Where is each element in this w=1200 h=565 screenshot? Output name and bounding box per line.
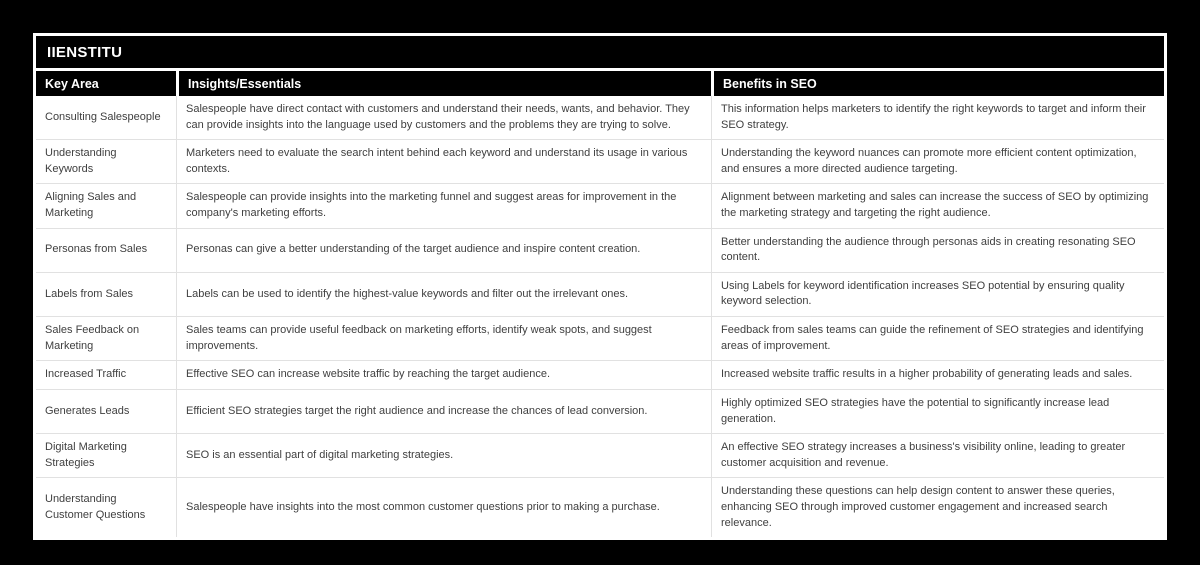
brand-header	[36, 36, 1164, 68]
cell-benefits	[711, 273, 1164, 316]
cell-insights-text: Effective SEO can increase website traffic by reaching the target audience.	[186, 368, 551, 381]
cell-benefits	[711, 478, 1164, 537]
cell-key-area	[36, 317, 176, 360]
cell-insights-text: SEO is an essential part of digital marketing strategies.	[186, 448, 454, 461]
cell-insights	[176, 478, 711, 537]
cell-key-area-text: Increased Traffic	[45, 368, 127, 381]
cell-benefits-text: Increased website traffic results in a higher probability of generating leads and sales.	[721, 368, 1133, 381]
cell-key-area-text: Personas from Sales	[45, 243, 148, 256]
cell-benefits-text: Using Labels for keyword identification increases SEO potential by ensuring quality keyword selection.	[721, 279, 1125, 308]
cell-key-area-text: Consulting Salespeople	[45, 110, 161, 123]
cell-insights	[176, 390, 711, 433]
cell-benefits	[711, 229, 1164, 272]
cell-insights	[176, 434, 711, 477]
cell-benefits	[711, 317, 1164, 360]
cell-key-area-text: Sales Feedback on Marketing	[45, 324, 140, 352]
cell-insights-text: Sales teams can provide useful feedback on marketing efforts, identify weak spots, and suggest improvements.	[186, 324, 652, 352]
cell-benefits-text: Understanding the keyword nuances can promote more efficient content optimization, and ensures a more directed audience targeting.	[721, 147, 1137, 175]
table-header-row	[36, 71, 1164, 96]
cell-key-area	[36, 184, 176, 227]
cell-insights	[176, 361, 711, 389]
cell-benefits	[711, 390, 1164, 433]
seo-table	[33, 33, 1167, 540]
cell-benefits-text: Better understanding the audience through personas aids in creating resonating SEO content.	[721, 235, 1136, 264]
cell-insights-text: Efficient SEO strategies target the right audience and increase the chances of lead conversion.	[186, 404, 648, 417]
cell-benefits-text: An effective SEO strategy increases a business's visibility online, leading to greater customer acquisition and revenue.	[721, 441, 1126, 469]
cell-insights-text: Labels can be used to identify the highest-value keywords and filter out the irrelevant ones.	[186, 287, 629, 300]
cell-insights-text: Salespeople have insights into the most common customer questions prior to making a purchase.	[186, 500, 660, 513]
cell-key-area	[36, 96, 176, 139]
table-row	[36, 433, 1164, 477]
cell-insights	[176, 317, 711, 360]
table-row	[36, 477, 1164, 537]
cell-benefits-text: Highly optimized SEO strategies have the potential to significantly increase lead generation.	[721, 396, 1110, 425]
cell-benefits-text: Feedback from sales teams can guide the refinement of SEO strategies and identifying areas of improvement.	[721, 324, 1144, 352]
cell-benefits-text: Understanding these questions can help design content to answer these queries, enhancing SEO through improved customer engagement and increased search relevance.	[721, 485, 1115, 529]
table-row	[36, 228, 1164, 272]
cell-key-area	[36, 273, 176, 316]
cell-benefits-text: Alignment between marketing and sales can increase the success of SEO by optimizing the marketing strategy and targeting the right audience.	[721, 191, 1149, 220]
table-row	[36, 316, 1164, 360]
cell-insights	[176, 96, 711, 139]
cell-benefits	[711, 96, 1164, 139]
cell-benefits	[711, 140, 1164, 183]
cell-benefits	[711, 361, 1164, 389]
table-row	[36, 183, 1164, 227]
cell-key-area	[36, 390, 176, 433]
cell-key-area	[36, 478, 176, 537]
cell-key-area-text: Understanding Keywords	[45, 147, 117, 175]
cell-insights	[176, 184, 711, 227]
cell-key-area	[36, 229, 176, 272]
cell-key-area	[36, 434, 176, 477]
brand-title: IIENSTITU	[47, 43, 123, 61]
column-header-benefits-in-seo: Benefits in SEO	[711, 71, 1164, 96]
cell-key-area	[36, 140, 176, 183]
cell-insights-text: Marketers need to evaluate the search intent behind each keyword and understand its usage in various contexts.	[186, 147, 688, 175]
cell-benefits	[711, 184, 1164, 227]
cell-key-area-text: Digital Marketing Strategies	[45, 441, 127, 469]
cell-benefits-text: This information helps marketers to identify the right keywords to target and inform their SEO strategy.	[721, 103, 1146, 131]
table-row	[36, 389, 1164, 433]
table-row	[36, 272, 1164, 316]
cell-benefits	[711, 434, 1164, 477]
column-header-key-area: Key Area	[36, 71, 176, 96]
column-header-insights-essentials: Insights/Essentials	[176, 71, 711, 96]
cell-insights	[176, 273, 711, 316]
cell-insights-text: Salespeople have direct contact with customers and understand their needs, wants, and behavior. They can provide insights into the language used by customers and the problems they are trying to solve.	[186, 103, 690, 131]
table-row	[36, 96, 1164, 139]
cell-insights	[176, 140, 711, 183]
table-row	[36, 139, 1164, 183]
cell-insights-text: Salespeople can provide insights into the marketing funnel and suggest areas for improvement in the company's marketing efforts.	[186, 191, 677, 220]
table-row	[36, 360, 1164, 389]
cell-key-area	[36, 361, 176, 389]
cell-key-area-text: Labels from Sales	[45, 287, 134, 300]
table-body	[36, 96, 1164, 537]
cell-insights-text: Personas can give a better understanding of the target audience and inspire content creation.	[186, 243, 641, 256]
cell-key-area-text: Understanding Customer Questions	[45, 493, 146, 521]
cell-key-area-text: Generates Leads	[45, 404, 130, 417]
cell-key-area-text: Aligning Sales and Marketing	[45, 191, 137, 220]
cell-insights	[176, 229, 711, 272]
